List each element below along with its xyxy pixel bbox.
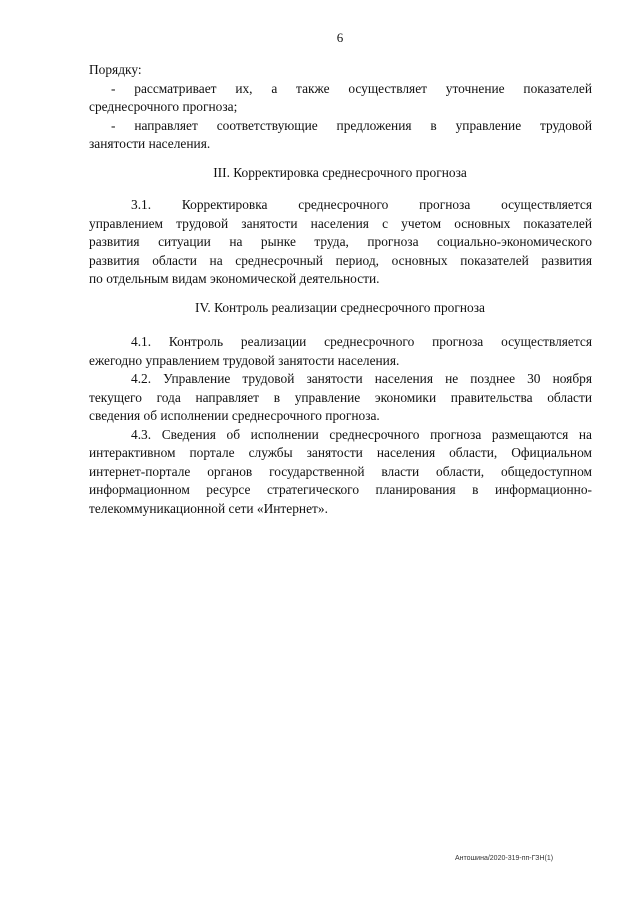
paragraph-line: интерактивном портале службы занятости населения области, Официальном: [89, 445, 592, 460]
paragraph-line: ежегодно управлением трудовой занятости населения.: [89, 352, 400, 368]
paragraph-line: среднесрочного прогноза;: [89, 99, 238, 114]
section-4-heading: IV. Контроль реализации среднесрочного прогноза: [195, 300, 485, 315]
section-3-heading: III. Корректировка среднесрочного прогноза: [213, 165, 467, 180]
paragraph-line: по отдельным видам экономической деятельности.: [89, 271, 380, 286]
paragraph-line: текущего года направляет в управление экономики правительства области: [89, 389, 592, 405]
paragraph-line: 4.3. Сведения об исполнении среднесрочного прогноза размещаются на: [131, 426, 592, 442]
paragraph-line: управлением трудовой занятости населения с учетом основных показателей: [89, 215, 592, 231]
paragraph-line: занятости населения.: [89, 136, 211, 151]
bullet-line: - рассматривает их, а также осуществляет уточнение показателей: [111, 80, 592, 96]
paragraph-line: развития ситуации на рынке труда, прогноза социально-экономического: [89, 234, 592, 249]
paragraph-line: 3.1. Корректировка среднесрочного прогноза осуществляется: [131, 197, 592, 212]
paragraph-line: 4.1. Контроль реализации среднесрочного прогноза осуществляется: [131, 334, 592, 349]
section-3-body: [89, 196, 592, 289]
paragraph-line: 4.2. Управление трудовой занятости населения не позднее 30 ноября: [131, 371, 592, 386]
footer-reference: Антошина/2020-319-пп-ГЗН(1): [455, 855, 554, 862]
paragraph-line: сведения об исполнении среднесрочного прогноза.: [89, 408, 380, 423]
intro-block: [89, 61, 592, 154]
bullet-line: - направляет соответствующие предложения в управление трудовой: [111, 117, 592, 133]
page-number: 6: [336, 30, 344, 45]
section-4-body: [89, 333, 592, 518]
paragraph-line: развития области на среднесрочный период, основных показателей развития: [89, 252, 592, 268]
paragraph-line: информационном ресурсе стратегического планирования в информационно-: [89, 482, 592, 497]
paragraph-line: телекоммуникационной сети «Интернет».: [89, 500, 328, 516]
paragraph-line: Порядку:: [89, 62, 142, 77]
paragraph-line: интернет-портале органов государственной власти области, общедоступном: [89, 463, 592, 479]
